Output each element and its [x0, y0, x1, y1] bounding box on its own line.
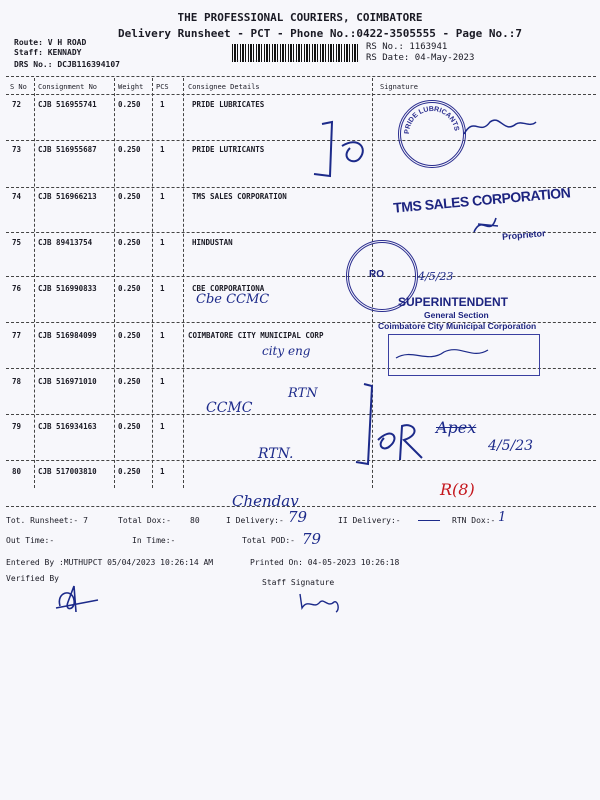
- row76-handwriting: Cbe CCMC: [196, 292, 270, 307]
- bracket-signature: [310, 118, 380, 180]
- row-weight: 0.250: [118, 422, 141, 431]
- row-line: [6, 414, 596, 415]
- row-sno: 77: [12, 331, 22, 340]
- rs-date-line: [366, 53, 474, 63]
- proprietor-stamp: Proprietor: [501, 228, 546, 242]
- entered-by: Entered By :MUTHUPCT 05/04/2023 10:26:14 AM: [6, 558, 214, 567]
- row-weight: 0.250: [118, 238, 141, 247]
- row-pcs: 1: [160, 422, 165, 431]
- ii-delivery-label: II Delivery:-: [338, 516, 401, 525]
- row-consignee: COIMBATORE CITY MUNICIPAL CORP: [188, 331, 324, 340]
- tms-stamp: TMS SALES CORPORATION: [392, 184, 571, 216]
- row-consignee: CBE CORPORATIONA: [192, 284, 265, 293]
- rtn-handwriting-2: RTN.: [258, 446, 294, 462]
- row-pcs: 1: [160, 467, 165, 476]
- tot-runsheet: Tot. Runsheet:- 7: [6, 516, 88, 525]
- total-dox-label: Total Dox:-: [118, 516, 171, 525]
- red-mark-handwriting: R(8): [440, 480, 475, 499]
- rs-no-value: 1163941: [409, 42, 448, 52]
- row77-handwriting: city eng: [262, 344, 311, 358]
- row-consignee: HINDUSTAN: [192, 238, 233, 247]
- rs-date-value: 04-May-2023: [414, 53, 475, 63]
- ii-delivery-dash: [418, 520, 440, 521]
- row-line: [6, 276, 596, 277]
- route-label: Route:: [14, 38, 43, 47]
- r-signature: [392, 420, 432, 464]
- row-consignment: CJB 516990833: [38, 284, 97, 293]
- row-weight: 0.250: [118, 331, 141, 340]
- ro-seal-text: RO: [369, 269, 384, 280]
- col-consignee: Consignee Details: [188, 83, 260, 91]
- row-sno: 74: [12, 192, 22, 201]
- table-top-line: [6, 76, 596, 77]
- row-consignment: CJB 516966213: [38, 192, 97, 201]
- row-sno: 79: [12, 422, 22, 431]
- staff-value: KENNADY: [47, 48, 82, 57]
- staff-line: [14, 48, 81, 57]
- col-pcs: PCS: [156, 83, 169, 91]
- col-sno: S No: [10, 83, 27, 91]
- row-pcs: 1: [160, 238, 165, 247]
- row-consignment: CJB 89413754: [38, 238, 93, 247]
- staff-signature: [296, 590, 346, 614]
- row-consignment: CJB 517003810: [38, 467, 97, 476]
- signature-date-handwriting: 4/5/23: [488, 438, 534, 454]
- row-consignee: PRIDE LUBRICATES: [192, 100, 265, 109]
- row-line: [6, 187, 596, 188]
- superintendent-stamp: SUPERINTENDENT: [398, 295, 509, 309]
- i-delivery-label: I Delivery:-: [226, 516, 284, 525]
- drs-value: DCJB116394107: [57, 60, 120, 69]
- verified-by-label: Verified By: [6, 574, 59, 583]
- row-pcs: 1: [160, 284, 165, 293]
- row-weight: 0.250: [118, 467, 141, 476]
- in-time-label: In Time:-: [132, 536, 176, 545]
- row-pcs: 1: [160, 331, 165, 340]
- row-line: [6, 460, 596, 461]
- row-sno: 75: [12, 238, 22, 247]
- row-pcs: 1: [160, 377, 165, 386]
- received-box-signature: [392, 340, 532, 370]
- row-consignment: CJB 516971010: [38, 377, 97, 386]
- row-weight: 0.250: [118, 284, 141, 293]
- row-weight: 0.250: [118, 100, 141, 109]
- total-dox-value: 80: [190, 516, 200, 525]
- rtn-dox-handwriting: 1: [498, 510, 507, 525]
- svg-text:PRIDE LUBRICANTS: PRIDE LUBRICANTS: [403, 105, 460, 135]
- row-consignment: CJB 516955741: [38, 100, 97, 109]
- table-header-line: [6, 94, 596, 95]
- tms-signature: [472, 212, 502, 238]
- row-consignment: CJB 516955687: [38, 145, 97, 154]
- verified-signature: [54, 582, 104, 616]
- pride-signature: [460, 112, 540, 142]
- row-sno: 76: [12, 284, 22, 293]
- rs-no-label: RS No.:: [366, 42, 404, 52]
- apex-handwriting: Apex: [436, 418, 477, 437]
- row-pcs: 1: [160, 192, 165, 201]
- runsheet-title: Delivery Runsheet - PCT - Phone No.:0422-3505555 - Page No.:7: [118, 27, 522, 40]
- rs-no-line: [366, 42, 447, 52]
- col-weight: Weight: [118, 83, 144, 91]
- col-signature: Signature: [380, 83, 418, 91]
- route-line: [14, 38, 86, 47]
- rs-date-label: RS Date:: [366, 53, 410, 63]
- row-sno: 78: [12, 377, 22, 386]
- row-weight: 0.250: [118, 377, 141, 386]
- total-pod-handwriting: 79: [302, 530, 322, 548]
- drs-line: [14, 60, 120, 69]
- row-consignment: CJB 516934163: [38, 422, 97, 431]
- row-consignee: TMS SALES CORPORATION: [192, 192, 287, 201]
- row-pcs: 1: [160, 145, 165, 154]
- pride-seal-text: [401, 103, 463, 165]
- pride-seal-stamp: [398, 100, 466, 168]
- row-sno: 80: [12, 467, 22, 476]
- rtn-dox-label: RTN Dox:-: [452, 516, 496, 525]
- company-title: THE PROFESSIONAL COURIERS, COIMBATORE: [177, 11, 423, 24]
- i-delivery-handwriting: 79: [288, 508, 308, 526]
- row-sno: 73: [12, 145, 22, 154]
- out-time-label: Out Time:-: [6, 536, 55, 545]
- row-consignee: PRIDE LUTRICANTS: [192, 145, 265, 154]
- row-pcs: 1: [160, 100, 165, 109]
- stamp-date-handwriting: 4/5/23: [418, 270, 454, 283]
- row-weight: 0.250: [118, 192, 141, 201]
- general-section-stamp: General Section: [424, 310, 489, 320]
- cmc-stamp: Coimbatore City Municipal Corporation: [378, 321, 537, 331]
- col-consignment: Consignment No: [38, 83, 98, 91]
- rtn-handwriting-1: RTN: [288, 386, 318, 401]
- row-weight: 0.250: [118, 145, 141, 154]
- printed-on: Printed On: 04-05-2023 10:26:18: [250, 558, 400, 567]
- total-pod-label: Total POD:-: [242, 536, 295, 545]
- row-consignment: CJB 516984099: [38, 331, 97, 340]
- chendav-handwriting: Chendav: [232, 492, 299, 510]
- staff-signature-label: Staff Signature: [262, 578, 335, 587]
- barcode: [232, 44, 360, 62]
- row-line: [6, 506, 596, 507]
- ccmc-handwriting: CCMC: [206, 400, 253, 416]
- drs-label: DRS No.:: [14, 60, 53, 69]
- staff-label: Staff:: [14, 48, 43, 57]
- route-value: V H ROAD: [47, 38, 87, 47]
- row-sno: 72: [12, 100, 22, 109]
